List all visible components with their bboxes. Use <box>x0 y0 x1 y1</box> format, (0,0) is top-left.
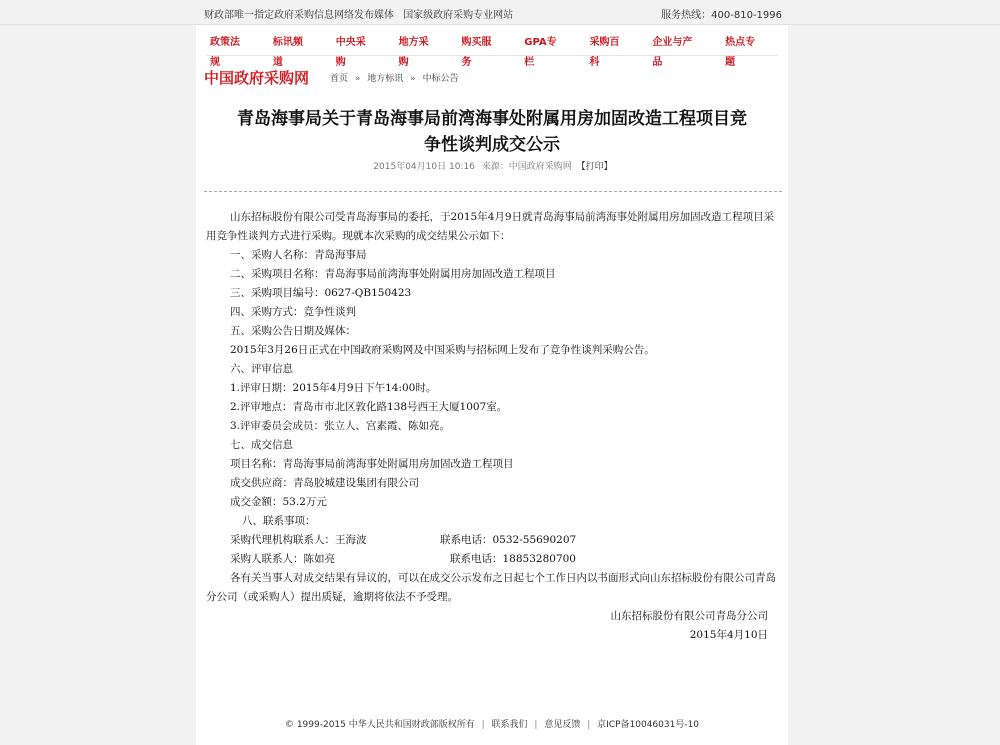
section-6-item-3: 3.评审委员会成员：张立人、宫素霞、陈如亮。 <box>230 420 451 432</box>
purchaser-contact-phone: 联系电话：18853280700 <box>450 553 576 565</box>
section-8: 八、联系事项： <box>242 515 316 527</box>
section-3: 三、采购项目编号：0627-QB150423 <box>230 287 412 299</box>
section-6-item-2: 2.评审地点：青岛市市北区敦化路138号西王大厦1007室。 <box>230 401 508 413</box>
footer-separator: | <box>587 720 591 730</box>
nav-item-topics[interactable]: 热点专题 <box>725 37 756 68</box>
article-body <box>206 208 778 645</box>
intro-paragraph: 山东招标股份有限公司受青岛海事局的委托，于2015年4月9日就青岛海事局前湾海事处附属用房加固改造工程项目采用竞争性谈判方式进行采购。现就本次采购的成交结果公示如下： <box>206 211 775 242</box>
nav-divider <box>206 55 778 56</box>
publish-datetime: 2015年04月10日 10:16 <box>373 162 475 172</box>
breadcrumb-award-notice[interactable]: 中标公告 <box>422 74 459 84</box>
footer-separator: | <box>534 720 538 730</box>
copyright-text: © 1999-2015 中华人民共和国财政部版权所有 <box>284 720 475 730</box>
nav-item-products[interactable]: 企业与产品 <box>652 37 693 68</box>
purchaser-contact-name: 采购人联系人：陈如亮 <box>230 553 335 565</box>
contact-us-link[interactable]: 联系我们 <box>491 720 528 730</box>
site-desc-text: 国家级政府采购专业网站 <box>403 10 514 21</box>
footer <box>196 717 788 730</box>
section-5-text: 2015年3月26日正式在中国政府采购网及中国采购与招标网上发布了竞争性谈判采购公告。 <box>230 344 655 356</box>
section-7-project: 项目名称：青岛海事局前湾海事处附属用房加固改造工程项目 <box>230 458 514 470</box>
nav-item-policy[interactable]: 政策法规 <box>210 37 240 68</box>
section-7: 七、成交信息 <box>230 439 293 451</box>
breadcrumb-separator: » <box>410 74 416 84</box>
nav-item-services[interactable]: 购买服务 <box>461 37 492 68</box>
section-4: 四、采购方式：竞争性谈判 <box>230 306 356 318</box>
site-logo[interactable]: 中国政府采购网 <box>204 69 310 87</box>
feedback-link[interactable]: 意见反馈 <box>544 720 581 730</box>
title-line-2: 争性谈判成交公示 <box>424 135 560 155</box>
section-5: 五、采购公告日期及媒体： <box>230 325 356 337</box>
signature-date: 2015年4月10日 <box>689 629 768 641</box>
nav-item-gpa[interactable]: GPA专栏 <box>524 37 557 68</box>
nav-item-local[interactable]: 地方采购 <box>398 37 429 68</box>
objection-paragraph: 各有关当事人对成交结果有异议的，可以在成交公示发布之日起七个工作日内以书面形式向山东招标股份有限公司青岛分公司（或采购人）提出质疑，逾期将依法不予受理。 <box>206 572 776 603</box>
contact-row-purchaser <box>206 550 778 569</box>
section-6-item-1: 1.评审日期：2015年4月9日下午14:00时。 <box>230 382 437 394</box>
print-link[interactable]: 【打印】 <box>576 162 613 172</box>
nav-item-tender[interactable]: 标讯频道 <box>272 37 303 68</box>
footer-separator: | <box>481 720 485 730</box>
content-divider <box>204 191 782 192</box>
brand-row <box>204 65 784 87</box>
main-nav <box>196 33 788 68</box>
section-7-supplier: 成交供应商：青岛胶城建设集团有限公司 <box>230 477 419 489</box>
top-bar <box>0 0 1000 25</box>
signature: 山东招标股份有限公司青岛分公司 <box>610 610 768 622</box>
section-7-amount: 成交金额：53.2万元 <box>230 496 327 508</box>
slogan-text: 财政部唯一指定政府采购信息网络发布媒体 <box>204 10 394 21</box>
icp-link[interactable]: 京ICP备10046031号-10 <box>597 720 700 730</box>
breadcrumb-home[interactable]: 首页 <box>330 74 349 84</box>
section-1: 一、采购人名称：青岛海事局 <box>230 249 367 261</box>
nav-item-wiki[interactable]: 采购百科 <box>589 37 620 68</box>
section-6: 六、评审信息 <box>230 363 293 375</box>
hotline-text: 服务热线：400-810-1996 <box>661 10 782 21</box>
article-meta <box>196 159 788 172</box>
contact-row-agency <box>206 531 778 550</box>
breadcrumb-separator: » <box>354 74 361 84</box>
page-container <box>196 25 788 745</box>
top-bar-left <box>204 6 519 21</box>
agency-contact-phone: 联系电话：0532-55690207 <box>440 534 577 546</box>
section-2: 二、采购项目名称：青岛海事局前湾海事处附属用房加固改造工程项目 <box>230 268 556 280</box>
breadcrumb <box>330 71 459 84</box>
title-line-1: 青岛海事局关于青岛海事局前湾海事处附属用房加固改造工程项目竞 <box>237 109 747 129</box>
article-source: 来源：中国政府采购网 <box>481 162 572 172</box>
nav-item-central[interactable]: 中央采购 <box>335 37 366 68</box>
page-title <box>196 106 788 158</box>
breadcrumb-local-tender[interactable]: 地方标讯 <box>367 74 404 84</box>
agency-contact-name: 采购代理机构联系人：王海波 <box>230 534 367 546</box>
